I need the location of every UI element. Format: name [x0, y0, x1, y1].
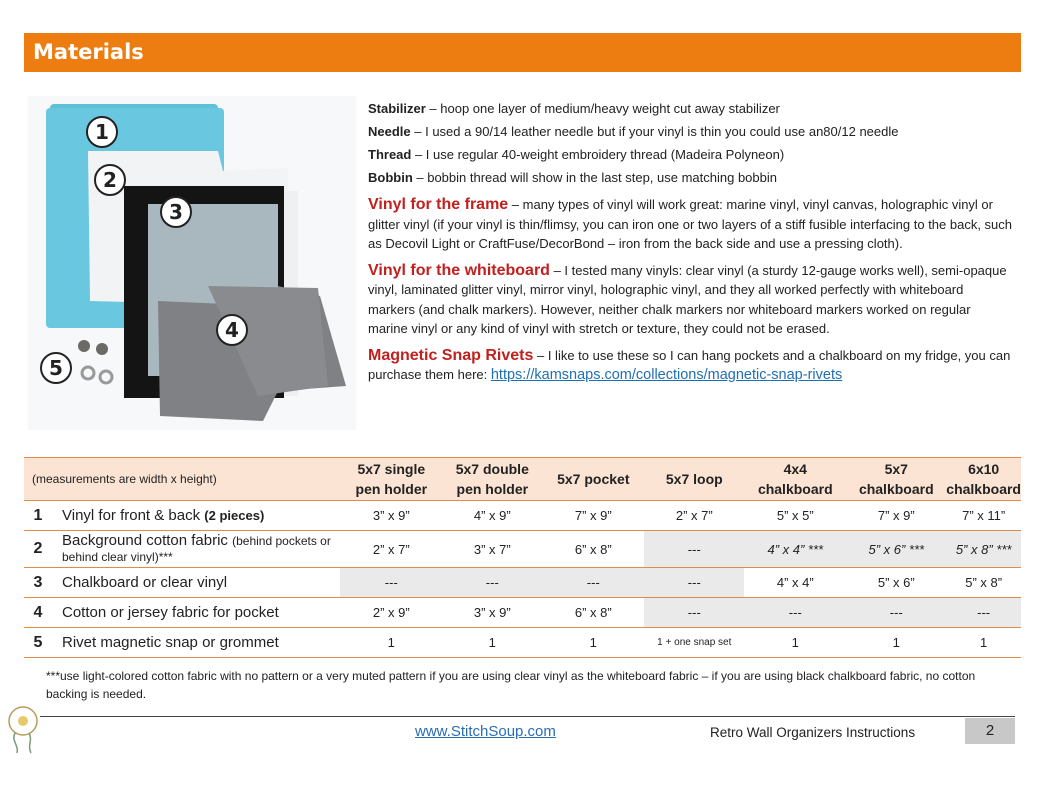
table-cell: 1: [340, 628, 442, 658]
table-cell: 3” x 7”: [442, 531, 542, 568]
materials-illustration: [28, 96, 356, 430]
table-cell: ---: [644, 531, 744, 568]
table-cell: 4” x 9”: [442, 501, 542, 531]
needle-text: – I used a 90/14 leather needle but if your vinyl is thin you could use an80/12 needle: [410, 124, 899, 139]
col-header: 5x7 double pen holder: [442, 458, 542, 501]
table-cell: 3” x 9”: [442, 598, 542, 628]
row-item: Chalkboard or clear vinyl: [52, 568, 340, 598]
col-header: 4x4 chalkboard: [744, 458, 846, 501]
table-cell: 1: [442, 628, 542, 658]
footnote: ***use light-colored cotton fabric with no pattern or a very muted pattern if you are using clear vinyl as the whiteboard fabric – if you are using black chalkboard fabric, no cotton backing is needed.: [46, 669, 976, 701]
col-header: 5x7 pocket: [542, 458, 644, 501]
table-cell: 2” x 7”: [340, 531, 442, 568]
table-cell: 1: [946, 628, 1021, 658]
table-cell: ---: [644, 598, 744, 628]
photo-label-2: 2: [94, 164, 126, 196]
table-cell: ---: [846, 598, 946, 628]
stabilizer-line: [368, 99, 1013, 119]
table-cell: 4” x 4”: [744, 568, 846, 598]
section-header: [24, 33, 1021, 72]
table-row: [24, 628, 1021, 658]
table-cell: 7” x 9”: [846, 501, 946, 531]
table-cell: 1 + one snap set: [644, 628, 744, 658]
thread-label: Thread: [368, 147, 412, 162]
stabilizer-text: – hoop one layer of medium/heavy weight cut away stabilizer: [425, 101, 780, 116]
table-cell: 7” x 11”: [946, 501, 1021, 531]
row-number: 5: [24, 628, 52, 658]
table-cell: 5” x 5”: [744, 501, 846, 531]
snap-rivet: [78, 340, 90, 352]
vinyl-frame-para: [368, 195, 1013, 254]
col-header: 5x7 single pen holder: [340, 458, 442, 501]
table-cell: 5” x 6”: [846, 568, 946, 598]
vinyl-frame-heading: Vinyl for the frame: [368, 196, 509, 213]
materials-photo: [28, 96, 356, 430]
table-cell: 6” x 8”: [542, 598, 644, 628]
table-cell: 5” x 8” ***: [946, 531, 1021, 568]
vinyl-frame-text: – many types of vinyl will work great: marine vinyl, vinyl canvas, holographic vinyl or glitter vinyl (if your vinyl is thin/flimsy, you can iron one or two layers of a stiff fusible interfacing to the back, such as Decovil Light or CraftFuse/DecorBond – iron from the back side and use a pressing cloth).: [368, 197, 1013, 251]
col-header: 5x7 chalkboard: [846, 458, 946, 501]
snap-rivets-link[interactable]: https://kamsnaps.com/collections/magnetic-snap-rivets: [490, 367, 843, 383]
table-cell: ---: [946, 598, 1021, 628]
grommet: [82, 367, 94, 379]
table-cell: 3” x 9”: [340, 501, 442, 531]
snap-rivet: [96, 343, 108, 355]
table-row: [24, 568, 1021, 598]
section-title: Materials: [33, 40, 144, 64]
table-cell: 1: [744, 628, 846, 658]
grommet: [100, 371, 112, 383]
bobbin-text: – bobbin thread will show in the last step, use matching bobbin: [412, 170, 777, 185]
needle-line: [368, 122, 1013, 142]
table-cell: 5” x 6” ***: [846, 531, 946, 568]
col-header: 6x10 chalkboard: [946, 458, 1021, 501]
snap-rivets-text: – I like to use these so I can hang pockets and a chalkboard on my fridge, you can purchase them here:: [368, 347, 1011, 382]
row-number: 2: [24, 531, 52, 568]
table-cell: 4” x 4” ***: [744, 531, 846, 568]
footer-divider: [40, 716, 1015, 717]
website-link[interactable]: www.StitchSoup.com: [415, 723, 556, 740]
row-number: 4: [24, 598, 52, 628]
stitch-soup-logo-icon: [5, 703, 45, 755]
photo-label-3: 3: [160, 196, 192, 228]
table-row: [24, 501, 1021, 531]
row-number: 3: [24, 568, 52, 598]
needle-label: Needle: [368, 124, 411, 139]
table-cell: ---: [542, 568, 644, 598]
table-cell: 6” x 8”: [542, 531, 644, 568]
thread-line: [368, 145, 1013, 165]
photo-label-1: 1: [86, 116, 118, 148]
table-cell: ---: [442, 568, 542, 598]
table-row: [24, 598, 1021, 628]
snap-rivets-para: [368, 346, 1013, 386]
row-item: Cotton or jersey fabric for pocket: [52, 598, 340, 628]
snap-rivets-heading: Magnetic Snap Rivets: [368, 346, 534, 364]
table-cell: 2” x 9”: [340, 598, 442, 628]
photo-label-5: 5: [40, 352, 72, 384]
vinyl-whiteboard-para: [368, 261, 1013, 339]
measurements-table: [24, 457, 1021, 658]
table-cell: ---: [340, 568, 442, 598]
row-item: Vinyl for front & back (2 pieces): [52, 501, 340, 531]
document-title: Retro Wall Organizers Instructions: [710, 725, 916, 740]
table-note: (measurements are width x height): [24, 458, 340, 501]
bobbin-line: [368, 168, 1013, 188]
table-cell: ---: [644, 568, 744, 598]
vinyl-whiteboard-text: – I tested many vinyls: clear vinyl (a sturdy 12-gauge works well), semi-opaque vinyl, laminated glitter vinyl, mirror vinyl, holographic vinyl, and they all worked perfectly with whiteboard markers (and chalk markers). However, neither chalk markers nor whiteboard markers worked on regular marine vinyl or any kind of vinyl with stretch or texture, they could not be erased.: [368, 262, 1007, 336]
page-number: 2: [965, 718, 1015, 744]
photo-label-4: 4: [216, 314, 248, 346]
table-cell: ---: [744, 598, 846, 628]
row-item: Rivet magnetic snap or grommet: [52, 628, 340, 658]
col-header: 5x7 loop: [644, 458, 744, 501]
row-item: Background cotton fabric (behind pockets or behind clear vinyl)***: [52, 531, 340, 568]
vinyl-whiteboard-heading: Vinyl for the whiteboard: [368, 261, 550, 279]
stabilizer-label: Stabilizer: [368, 101, 426, 116]
table-cell: 5” x 8”: [946, 568, 1021, 598]
table-header-row: [24, 458, 1021, 501]
table-row: [24, 531, 1021, 568]
row-number: 1: [24, 501, 52, 531]
table-cell: 1: [846, 628, 946, 658]
materials-text: [368, 99, 1013, 389]
table-cell: 1: [542, 628, 644, 658]
table-cell: 2” x 7”: [644, 501, 744, 531]
bobbin-label: Bobbin: [368, 170, 413, 185]
table-cell: 7” x 9”: [542, 501, 644, 531]
thread-text: – I use regular 40-weight embroidery thread (Madeira Polyneon): [411, 147, 785, 162]
